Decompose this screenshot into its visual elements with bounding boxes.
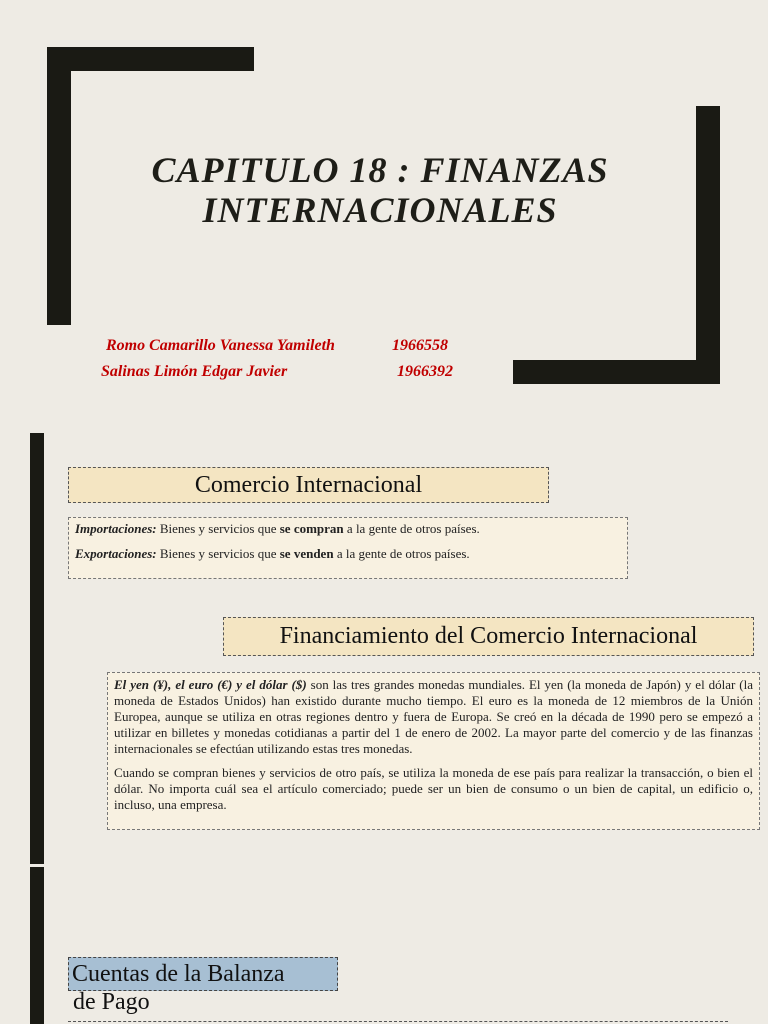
financiamiento-paragraph-2: Cuando se compran bienes y servicios de otro país, se utiliza la moneda de ese país para realizar la transacción, o bien el dólar. No importa cuál sea el artículo comerciado; puede ser un bien de consumo o un bien de capital, un edificio o, incluso, una empresa. [114,765,753,812]
left-side-bar-gap [30,864,44,867]
exportaciones-term: Exportaciones: [75,546,157,561]
comercio-heading-text: Comercio Internacional [194,472,423,498]
balanza-heading-box [68,957,338,991]
paragraph-1-text: son las tres grandes monedas mundiales. El yen (la moneda de Japón) y el dólar (la moneda de Estados Unidos) han existido durante mucho tiempo. El euro es la moneda de 12 miembros de la Unión Europea, aunque se utiliza en otras regiones dentro y fuera de Europa. Se creó en la década de 1990 pero se empezó a utilizar en billetes y monedas cotidianas a partir del 1 de enero de 2002. La mayor parte del comercio y de las finanzas internacionales se efectúan utilizando estas tres monedas. [114,677,754,756]
author-1-id: 1966558 [392,337,448,354]
exportaciones-post: a la gente de otros países. [336,546,470,561]
importaciones-exportaciones-box [68,517,628,579]
balanza-heading-line-2: de Pago [73,989,150,1015]
financiamiento-heading [223,617,754,656]
left-side-bar [30,433,44,1024]
page-title [100,150,660,230]
author-1-id-wrap [392,336,448,356]
importaciones-line [75,521,621,537]
exportaciones-bold: se venden [279,546,334,561]
balanza-box-top-edge [68,1021,728,1022]
exportaciones-line [75,546,621,562]
financiamiento-text-box [107,672,760,830]
author-2 [101,362,287,382]
frame-top-left-horizontal [47,47,254,71]
monedas-bold: El yen (¥), el euro (€) y el dólar ($) [114,677,307,692]
title-line-2: INTERNACIONALES [202,190,558,230]
author-2-name: Salinas Limón Edgar Javier [101,363,288,380]
financiamiento-paragraph-1 [114,677,753,757]
importaciones-term: Importaciones: [75,521,157,536]
frame-top-left-vertical [47,47,71,325]
balanza-heading-line-2-wrap [73,988,150,1016]
author-2-id: 1966392 [397,363,453,380]
author-1 [106,336,335,356]
frame-bottom-right-vertical [696,106,720,384]
balanza-heading-line-1: Cuentas de la Balanza [72,961,285,987]
author-1-name: Romo Camarillo Vanessa Yamileth [106,337,335,354]
author-2-id-wrap [397,362,453,382]
comercio-internacional-heading [68,467,549,503]
importaciones-pre: Bienes y servicios que [159,521,277,536]
importaciones-bold: se compran [279,521,344,536]
frame-bottom-right-horizontal [513,360,720,384]
financiamiento-heading-text: Financiamiento del Comercio Internacional [279,623,698,649]
title-line-1: CAPITULO 18 : FINANZAS [151,150,609,190]
importaciones-post: a la gente de otros países. [346,521,480,536]
exportaciones-pre: Bienes y servicios que [159,546,277,561]
